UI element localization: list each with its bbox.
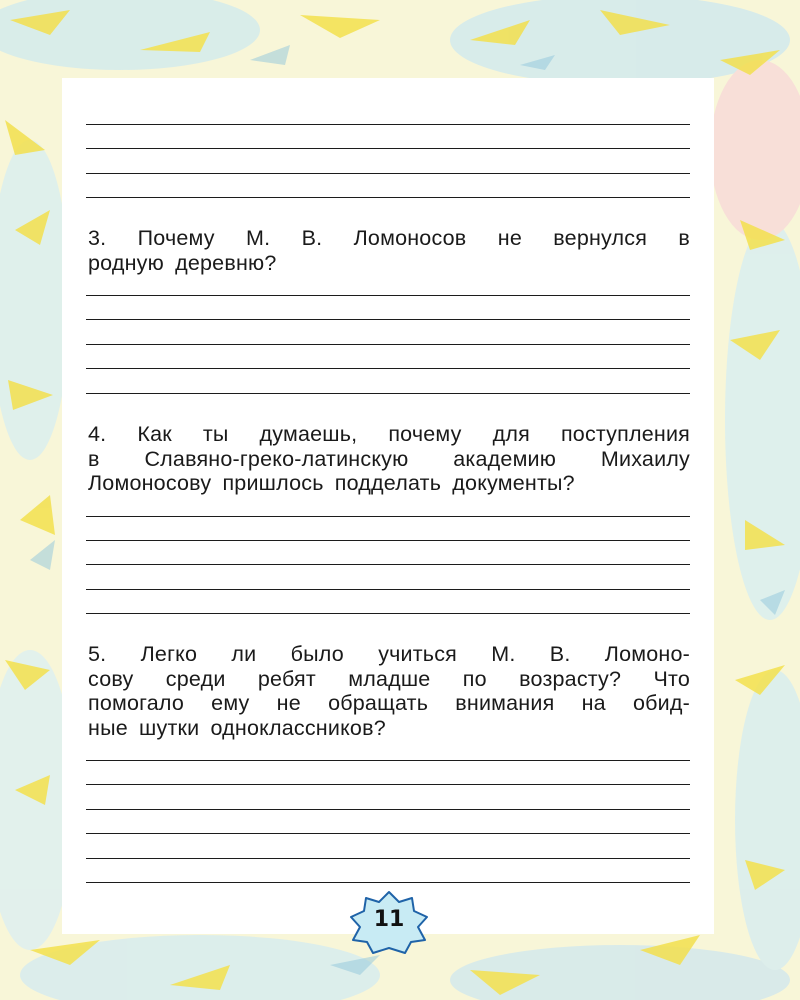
answer-line[interactable] [86, 540, 690, 541]
answer-line[interactable] [86, 344, 690, 345]
question-4-line-3: Ломоносову пришлось подделать документы? [88, 471, 575, 495]
answer-line[interactable] [86, 295, 690, 296]
answer-line[interactable] [86, 809, 690, 810]
question-3 [88, 226, 690, 275]
question-4-line-2: в Славяно-греко-латинскую академию Михаилу [88, 446, 690, 471]
page-number: 11 [373, 907, 405, 932]
answer-line[interactable] [86, 173, 690, 174]
answer-line[interactable] [86, 197, 690, 198]
answer-line[interactable] [86, 393, 690, 394]
answer-line[interactable] [86, 124, 690, 125]
answer-line[interactable] [86, 858, 690, 859]
answer-line[interactable] [86, 589, 690, 590]
answer-line[interactable] [86, 833, 690, 834]
answer-line[interactable] [86, 784, 690, 785]
question-3-line-1: 3. Почему М. В. Ломоносов не вернулся в [88, 226, 690, 250]
question-5-line-1: 5. Легко ли было учиться М. В. Ломоно- [88, 642, 690, 666]
answer-line[interactable] [86, 882, 690, 883]
question-4-line-1: 4. Как ты думаешь, почему для поступления [88, 422, 690, 446]
answer-line[interactable] [86, 564, 690, 565]
worksheet-page [62, 78, 714, 934]
answer-line[interactable] [86, 613, 690, 614]
question-5-line-3: помогало ему не обращать внимания на обид- [88, 691, 690, 715]
question-3-line-2: родную деревню? [88, 250, 277, 275]
answer-line[interactable] [86, 760, 690, 761]
answer-line[interactable] [86, 319, 690, 320]
question-5 [88, 642, 690, 740]
answer-line[interactable] [86, 516, 690, 517]
question-5-line-2: сову среди ребят младше по возрасту? Что [88, 666, 690, 691]
page-number-badge [348, 890, 430, 954]
answer-line[interactable] [86, 148, 690, 149]
answer-line[interactable] [86, 368, 690, 369]
question-5-line-4: ные шутки одноклассников? [88, 715, 386, 740]
question-4 [88, 422, 690, 496]
